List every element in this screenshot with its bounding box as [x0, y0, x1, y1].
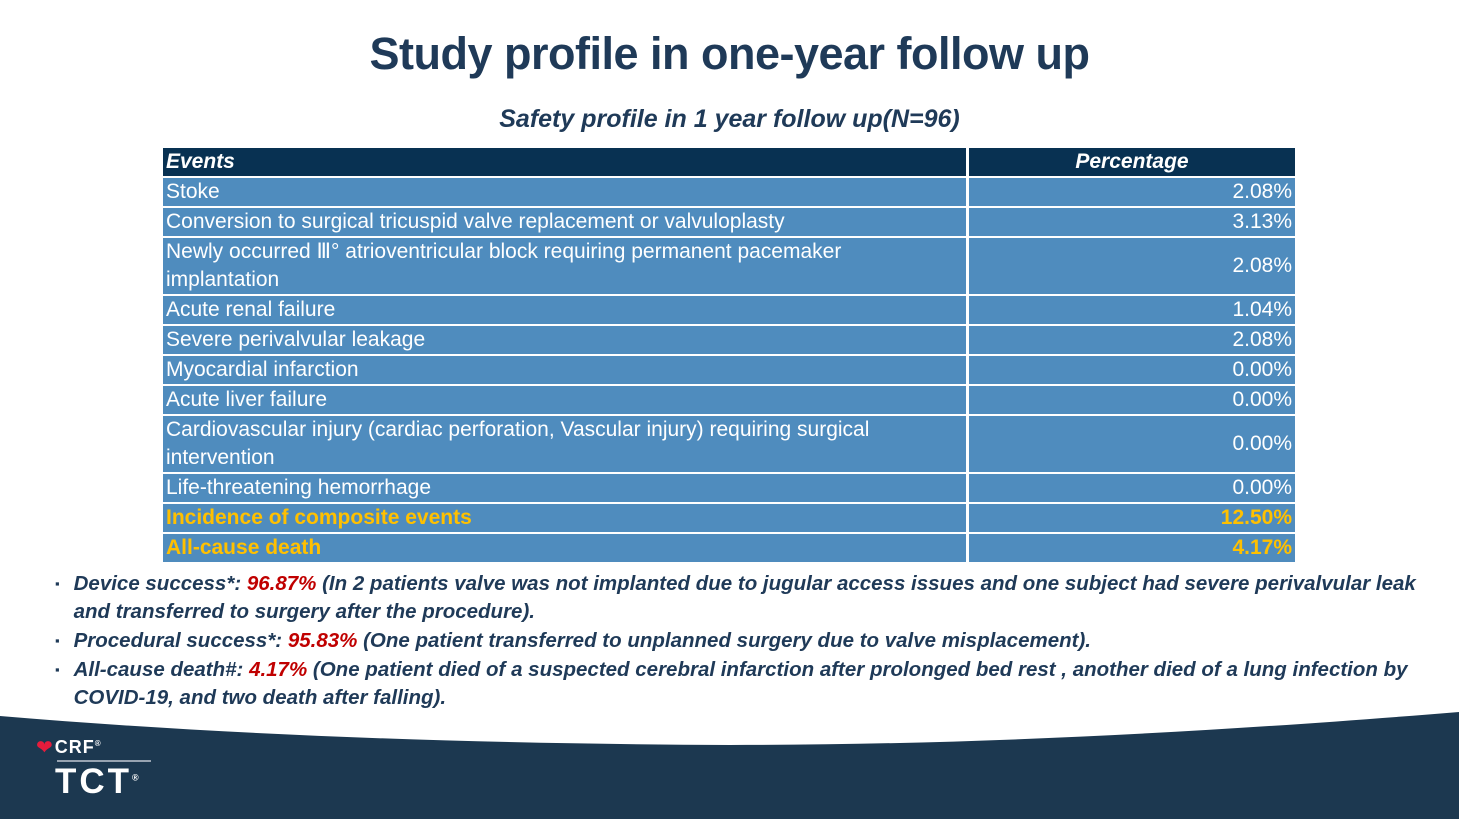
percentage-cell: 12.50%	[1220, 506, 1292, 529]
table-row	[163, 326, 1295, 356]
event-cell: Cardiovascular injury (cardiac perforation, Vascular injury) requiring surgical intervention	[163, 416, 969, 472]
footnote-list	[55, 570, 1423, 713]
crf-logo-text: CRF®	[54, 737, 102, 757]
footnote-text	[74, 627, 1423, 655]
event-cell: All-cause death	[163, 534, 969, 562]
percentage-cell: 2.08%	[1232, 180, 1292, 203]
crf-tct-logo	[36, 737, 151, 799]
footnote-label: Device success*:	[73, 572, 242, 595]
page-title: Study profile in one-year follow up	[369, 28, 1090, 79]
percentage-cell: 0.00%	[1232, 388, 1292, 411]
table-row	[163, 386, 1295, 416]
event-cell: Myocardial infarction	[163, 356, 969, 384]
table-row	[163, 178, 1295, 208]
percentage-cell: 2.08%	[1232, 328, 1292, 351]
footer-wave-shape	[0, 711, 1459, 819]
event-cell: Acute renal failure	[163, 296, 969, 324]
table-row	[163, 208, 1295, 238]
footnote-value: 96.87%	[246, 572, 317, 595]
table-row-composite-events	[163, 504, 1295, 534]
footnote-text	[74, 656, 1423, 712]
percentage-cell: 0.00%	[1232, 476, 1292, 499]
col-header-events: Events	[163, 148, 969, 176]
crf-logo-row	[36, 737, 151, 758]
table-row	[163, 238, 1295, 296]
list-item	[55, 570, 1423, 626]
percentage-cell: 2.08%	[1232, 254, 1292, 277]
percentage-cell: 4.17%	[1232, 536, 1292, 559]
footnote-detail: (In 2 patients valve was not implanted due to jugular access issues and one subject had severe perivalvular leak and transferred to surgery after the procedure).	[73, 572, 1416, 623]
event-cell: Conversion to surgical tricuspid valve replacement or valvuloplasty	[163, 208, 969, 236]
table-row	[163, 416, 1295, 474]
table-row	[163, 474, 1295, 504]
event-cell: Stoke	[163, 178, 969, 206]
col-header-percentage: Percentage	[1075, 150, 1189, 173]
table-header-row	[163, 148, 1295, 178]
footnote-value: 95.83%	[287, 629, 358, 652]
percentage-cell: 0.00%	[1232, 432, 1292, 455]
bullet-square-icon: ▪	[55, 576, 60, 591]
list-item	[55, 627, 1423, 655]
event-cell: Life-threatening hemorrhage	[163, 474, 969, 502]
table-row	[163, 356, 1295, 386]
percentage-cell: 0.00%	[1232, 358, 1292, 381]
bullet-square-icon: ▪	[55, 633, 60, 648]
percentage-cell: 1.04%	[1232, 298, 1292, 321]
footnote-label: All-cause death#:	[73, 658, 244, 681]
footnote-detail: (One patient transferred to unplanned surgery due to valve misplacement).	[363, 629, 1091, 652]
event-cell: Newly occurred Ⅲ° atrioventricular block requiring permanent pacemaker implantation	[163, 238, 969, 294]
event-cell: Severe perivalvular leakage	[163, 326, 969, 354]
registered-mark-icon: ®	[94, 739, 102, 748]
registered-mark-icon: ®	[132, 772, 139, 783]
footnote-value: 4.17%	[249, 658, 308, 681]
event-cell: Incidence of composite events	[163, 504, 969, 532]
footnote-text	[74, 570, 1423, 626]
heart-icon: ❤	[36, 736, 53, 759]
table-row-all-cause-death	[163, 534, 1295, 564]
table-caption: Safety profile in 1 year follow up(N=96)	[499, 105, 960, 133]
bullet-square-icon: ▪	[55, 662, 60, 677]
footnote-detail: (One patient died of a suspected cerebral infarction after prolonged bed rest , another died of a lung infection by COVID-19, and two death after falling).	[73, 658, 1408, 709]
safety-table	[163, 148, 1295, 564]
table-row	[163, 296, 1295, 326]
list-item	[55, 656, 1423, 712]
tct-logo-text: TCT®	[55, 762, 139, 801]
event-cell: Acute liver failure	[163, 386, 969, 414]
footnote-label: Procedural success*:	[73, 629, 283, 652]
percentage-cell: 3.13%	[1232, 210, 1292, 233]
